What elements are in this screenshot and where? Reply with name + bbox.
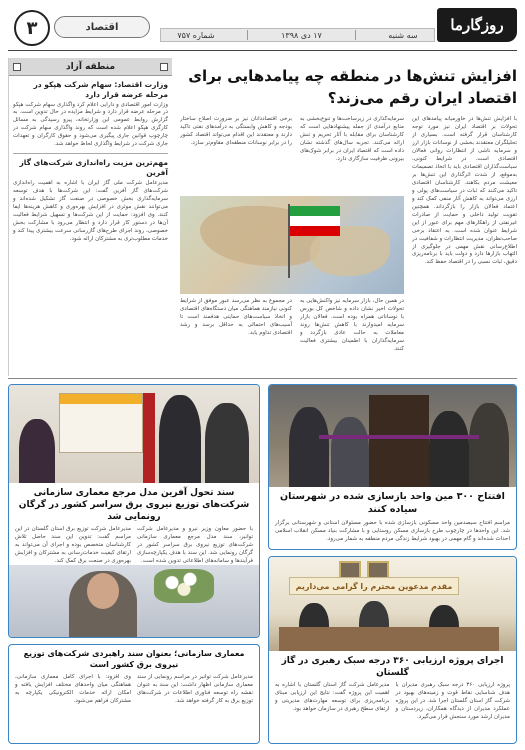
issue-date: ۱۷ دی ۱۳۹۸ [281,30,322,40]
square-icon [160,63,168,71]
map-flag-photo [180,196,404,294]
person-figure [159,395,201,483]
person-figure [289,407,329,487]
architecture-reference-body: مدیرعامل شرکت توزیع برق استان گلستان در این مراسم گفت: تدوین این سند حاصل تلاش کارشناسان متخصص بوده و اجرای آن می‌تواند به ارتقای کیفیت خدمات‌رسانی به مشترکان و افزایش بهره‌وری در صنعت برق کمک کند. [15,526,131,565]
architecture-reference-body: با حضور معاون وزیر نیرو و مدیرعامل شرکت توانیر، سند مدل مرجع معماری سازمانی شرکت‌های توزیع نیروی برق سراسر کشور در گرگان رونمایی شد. این سند با هدف یکپارچه‌سازی فرآیندها و سامانه‌های اطلاعاتی تدوین شده است. [137,526,253,565]
ribbon-cutting-body: مراسم افتتاح سیصدمین واحد مسکونی بازسازی شده با حضور مسئولان استانی و شهرستانی برگزار شد. این واحدها در چارچوب طرح بازسازی مسکن روستایی و با مشارکت بنیاد مسکن انقلاب اسلامی احداث شده‌اند و گام مهمی در بهبود شرایط زندگی مردم منطقه به شمار می‌رود. [275,519,510,542]
meeting-photo [269,557,516,651]
enterprise-architecture-body: وی افزود: با اجرای کامل معماری سازمانی، هماهنگی میان واحدهای مختلف افزایش یافته و امکان ارائه خدمات الکترونیکی یکپارچه به مشترکان فراهم می‌شود. [15,673,131,704]
main-article [180,58,517,376]
meta-separator [355,30,356,40]
header-divider [8,50,517,51]
person-figure [331,417,369,487]
door-shape [369,395,429,487]
issue-day: سه شنبه [388,30,418,40]
unveiling-photo [9,385,259,483]
main-article-column: برخی اقتصاددانان نیز بر ضرورت اصلاح ساختار بودجه و کاهش وابستگی به درآمدهای نفتی تاکید دارند و معتقدند این اقدام می‌تواند اقتصاد کشور را در برابر نوسانات منطقه‌ای مقاوم‌تر سازد. [180,116,292,146]
flowers-icon [154,569,214,603]
speaker-photo [9,565,259,638]
free-zone-headline: مهم‌ترین مزیت راه‌اندازی شرکت‌های گاز آفرین [19,158,168,178]
section-label: اقتصاد [54,16,150,38]
issue-number: شماره ۷۵۷ [177,30,215,40]
gas-leadership-headline: اجرای پروژه ارزیابی ۳۶۰ درجه سبک رهبری در گاز گلستان [281,656,504,679]
free-zone-headline: وزارت اقتصاد: سهام شرکت هپکو در مرحله عرضه قرار دارد [33,80,168,99]
free-zone-divider [13,153,168,154]
news-box-enterprise-architecture [8,644,260,744]
free-zone-body: وزارت امور اقتصادی و دارایی اعلام کرد واگذاری سهام شرکت هپکو در مرحله عرضه قرار دارد و شرایط مزایده در حال تدوین است. به گزارش روابط عمومی این وزارتخانه، پیرو رسیدگی به مسائل کارگری هپکو اعلام شده است که روند واگذاری سهام شرکت در چارچوب قوانین جاری پیگیری می‌شود و حقوق کارگران و تعهدات جاری شرکت در شرایط واگذاری لحاظ خواهد شد. [13,101,168,148]
document-board [59,393,143,453]
enterprise-architecture-headline: معماری سازمانی؛ بعنوان سند راهبردی شرکت‌های توزیع نیروی برق کشور است [23,649,245,669]
page-header [0,0,525,58]
ribbon-cutting-photo [269,385,516,487]
section-divider [8,378,517,379]
news-box-architecture-reference [8,384,260,638]
free-zone-title: منطقه آزاد [65,61,116,72]
free-zone-column [8,58,172,376]
person-figure [19,419,55,483]
ribbon-shape [319,435,479,439]
iran-flag-icon [290,206,340,236]
page-number: ۳ [14,10,50,46]
red-curtain [143,393,155,483]
gas-leadership-body: پروژه ارزیابی ۳۶۰ درجه سبک رهبری مدیران با هدف شناسایی نقاط قوت و زمینه‌های بهبود در شرکت گاز استان گلستان اجرا شد. در این پروژه عملکرد مدیران از دیدگاه همکاران، زیردستان و مدیران ارشد مورد سنجش قرار می‌گیرد. [395,682,510,721]
enterprise-architecture-columns [15,674,253,706]
conference-table [279,627,499,651]
newspaper-logo: روزگارما [437,8,517,42]
architecture-reference-columns [15,526,253,566]
news-box-ribbon-cutting [268,384,517,550]
welcome-banner: مقدم مدعوین محترم را گرامی می‌داریم [289,577,459,595]
free-zone-title-bar [9,58,172,76]
issue-meta-bar [160,28,435,42]
architecture-reference-headline: سند تحول آفرین مدل مرجع معماری سازمانی شرکت‌های توزیع نیروی برق سراسر کشور در گرگان رونمایی شد [18,488,250,523]
free-zone-body: مدیرعامل شرکت ملی گاز ایران با اشاره به اهمیت راه‌اندازی شرکت‌های گاز آفرین گفت: این شرکت‌ها با هدف توسعه سرمایه‌گذاری بخش خصوصی در صنعت گاز تشکیل شده‌اند و می‌توانند نقش موثری در افزایش بهره‌وری و کاهش هزینه‌ها ایفا کنند. وی افزود: حمایت از این شرکت‌ها و تسهیل شرایط فعالیت آن‌ها در دستور کار قرار دارد و انتظار می‌رود با مشارکت بخش خصوصی، روند اجرای طرح‌های گازرسانی سرعت بیشتری پیدا کند و خدمات مطلوب‌تری به مشترکان ارائه شود. [13,179,168,242]
main-article-title: افزایش تنش‌ها در منطقه چه پیامدهایی برای اقتصاد ایران رقم می‌زند؟ [188,67,517,107]
person-figure [205,403,249,483]
main-article-column: در همین حال، بازار سرمایه نیز واکنش‌هایی به تحولات اخیر نشان داده و شاخص کل بورس با نوساناتی همراه بوده است. فعالان بازار سرمایه امیدوارند با کاهش تنش‌ها روند معاملات به حالت عادی بازگردد و سرمایه‌گذاران با اطمینان بیشتری فعالیت کنند. [300,298,404,352]
ribbon-cutting-headline: افتتاح ۳۰۰ مین واحد بازسازی شده در شهرستان سیاده کنند [280,491,505,515]
news-box-gas-leadership [268,556,517,744]
person-figure [469,403,509,487]
main-article-column: سرمایه‌گذاری در زیرساخت‌ها و تنوع‌بخشی به منابع درآمدی از جمله پیشنهادهایی است که کارشناسان برای مقابله با آثار تحریم و تنش ارائه می‌کنند. تجربه سال‌های گذشته نشان داده است که اقتصاد ایران در برابر شوک‌های بیرونی ظرفیت سازگاری دارد. [300,116,404,162]
main-article-column: در مجموع به نظر می‌رسد عبور موفق از شرایط کنونی نیازمند هماهنگی میان دستگاه‌های اقتصادی و اتخاذ سیاست‌های حمایتی هدفمند است تا آسیب‌های احتمالی به حداقل برسد و رشد اقتصادی تداوم یابد. [180,298,292,336]
gas-leadership-columns [275,682,510,722]
square-icon [13,63,21,71]
speaker-face [87,573,119,609]
enterprise-architecture-body: مدیرعامل شرکت توانیر در مراسم رونمایی از سند معماری سازمانی اظهار داشت: این سند به عنوان نقشه راه توسعه فناوری اطلاعات در شرکت‌های توزیع برق به کار گرفته خواهد شد. [137,673,253,704]
meta-separator [247,30,248,40]
gas-leadership-body: مدیرعامل شرکت گاز استان گلستان با اشاره به اهمیت این پروژه گفت: نتایج این ارزیابی مبنای برنامه‌ریزی برای توسعه مهارت‌های مدیریتی و ارتقای سطح رهبری در سازمان خواهد بود. [275,682,390,713]
person-figure [429,411,469,487]
main-article-column: با افزایش تنش‌ها در خاورمیانه پیامدهای این تحولات بر اقتصاد ایران نیز مورد توجه کارشناسان قرار گرفته است. بسیاری از تحلیلگران معتقدند بخشی از نوسانات بازار ارز و سرمایه ناشی از انتظارات روانی فعالان اقتصادی است. در شرایط کنونی، سیاست‌گذاران اقتصادی باید با اتخاذ تصمیمات به‌موقع، از شدت اثرگذاری این تنش‌ها بر معیشت مردم بکاهند. کارشناسان اقتصادی تاکید می‌کنند که ثبات در سیاست‌های پولی و ارزی می‌تواند به کاهش آثار منفی کمک کند و اعتماد فعالان بازار را بازگرداند. همچنین تقویت تولید داخلی و حمایت از صادرات غیرنفتی از راهکارهای مهم برای عبور از این شرایط عنوان شده است. به اعتقاد برخی صاحب‌نظران، مدیریت انتظارات و شفافیت در اطلاع‌رسانی نقش مهمی در جلوگیری از التهاب بازارها دارد و دولت باید با برنامه‌ریزی دقیق، ثبات نسبی را در اقتصاد حفظ کند. [412,116,517,266]
